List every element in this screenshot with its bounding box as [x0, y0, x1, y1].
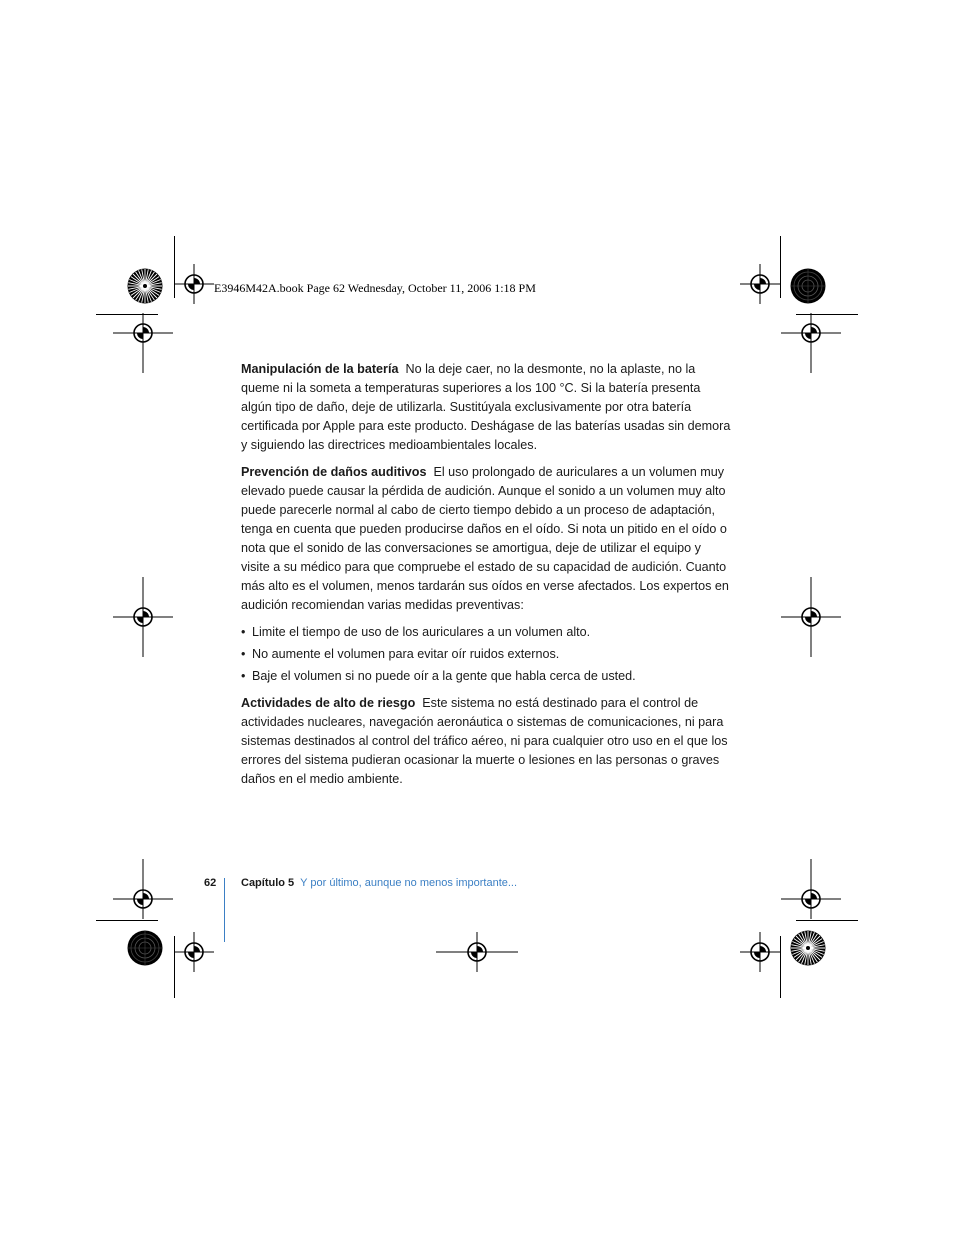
registration-crosshair-icon	[113, 577, 173, 657]
section-text: Este sistema no está destinado para el control de actividades nucleares, navegación aeronáutica o sistemas de comunicaciones, ni para sistemas destinados al control del tráfico aéreo, ni para cualquier otro uso en el que los errores del sistema pudieran ocasionar la muerte o lesiones en las personas o graves daños en el medio ambiente.	[241, 696, 728, 786]
registration-crosshair-icon	[113, 313, 173, 373]
chapter-label: Capítulo 5	[241, 877, 295, 889]
chapter-title: Y por último, aunque no menos importante...	[300, 877, 518, 889]
section-heading: Manipulación de la batería	[241, 362, 399, 376]
list-item	[241, 645, 733, 664]
registration-crosshair-icon	[174, 932, 214, 972]
starburst-icon	[127, 268, 163, 304]
list-item	[241, 623, 733, 642]
registration-crosshair-icon	[174, 264, 214, 304]
starburst-icon	[790, 268, 826, 304]
registration-crosshair-icon	[781, 313, 841, 373]
starburst-icon	[127, 930, 163, 966]
crop-mark	[780, 236, 781, 298]
section-text: No la deje caer, no la desmonte, no la aplaste, no la queme ni la someta a temperaturas superiores a los 100 °C. Si la batería presenta algún tipo de daño, deje de utilizarla. Sustitúyala exclusivamente por otra batería certificada por Apple para este producto. Deshágase de las baterías usadas sin demora y siguiendo las directrices medioambientales locales.	[241, 362, 731, 452]
registration-crosshair-icon	[781, 577, 841, 657]
page-footer	[204, 877, 517, 889]
section-high-risk	[241, 694, 733, 789]
list-item-text: Limite el tiempo de uso de los auriculares a un volumen alto.	[252, 625, 591, 639]
registration-crosshair-icon	[436, 932, 518, 972]
list-item	[241, 667, 733, 686]
section-heading: Prevención de daños auditivos	[241, 465, 427, 479]
starburst-icon	[790, 930, 826, 966]
list-item-text: Baje el volumen si no puede oír a la gente que habla cerca de usted.	[252, 669, 636, 683]
crop-mark	[780, 936, 781, 998]
registration-crosshair-icon	[781, 859, 841, 919]
list-item-text: No aumente el volumen para evitar oír ruidos externos.	[252, 647, 560, 661]
crop-mark	[96, 920, 158, 921]
registration-crosshair-icon	[740, 264, 780, 304]
bullet-icon: •	[241, 625, 246, 639]
print-header: E3946M42A.book Page 62 Wednesday, October 11, 2006 1:18 PM	[214, 281, 536, 295]
crop-mark	[796, 920, 858, 921]
registration-crosshair-icon	[740, 932, 780, 972]
page-body	[241, 360, 733, 797]
bullet-list	[241, 623, 733, 686]
section-hearing	[241, 463, 733, 615]
bullet-icon: •	[241, 669, 246, 683]
page-number: 62	[204, 877, 217, 889]
section-text: El uso prolongado de auriculares a un volumen muy elevado puede causar la pérdida de audición. Aunque el sonido a un volumen muy alto puede parecerle normal al cabo de cierto tiempo debido a un proceso de adaptación, tenga en cuenta que pueden producirse daños en el oído. Si nota un pitido en el oído o nota que el sonido de las conversaciones se amortigua, deje de utilizar el equipo y visite a su médico para que compruebe el estado de su capacidad de audición. Cuanto más alto es el volumen, menos tardarán sus oídos en verse afectados. Los expertos en audición recomiendan varias medidas preventivas:	[241, 465, 729, 612]
registration-crosshair-icon	[113, 859, 173, 919]
section-battery	[241, 360, 733, 455]
bullet-icon: •	[241, 647, 246, 661]
section-heading: Actividades de alto de riesgo	[241, 696, 416, 710]
